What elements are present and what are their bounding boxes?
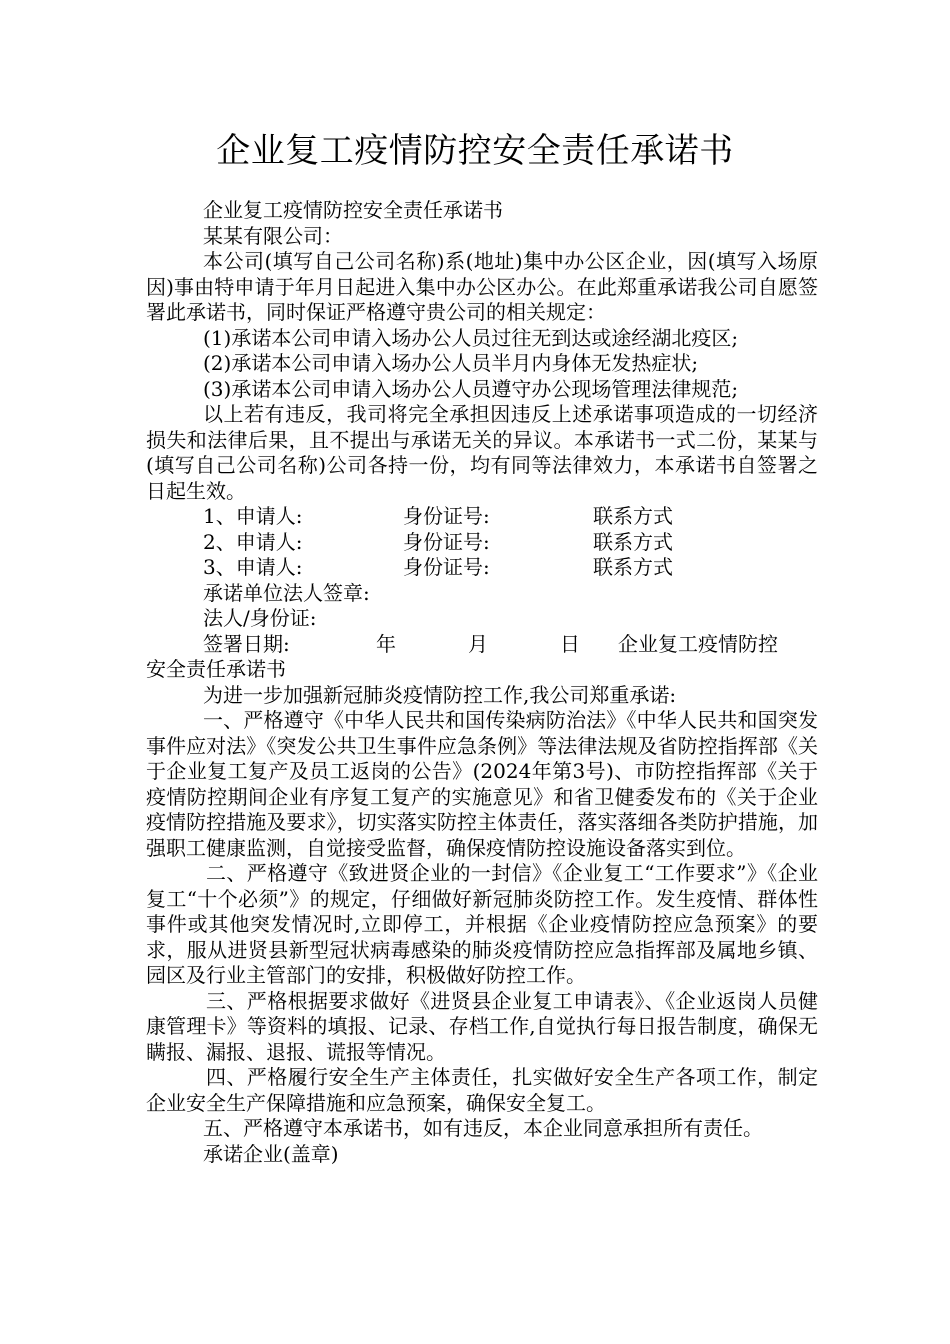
commitment-item-3: (3)承诺本公司申请入场办公人员遵守办公现场管理法律规范; <box>203 376 739 401</box>
applicant-name-label: 3、申请人: <box>203 555 303 579</box>
applicant-contact-label: 联系方式 <box>593 504 673 528</box>
applicant-contact-label: 联系方式 <box>593 555 673 579</box>
applicant-contact-label: 联系方式 <box>593 529 673 554</box>
applicant-name-label: 2、申请人: <box>203 529 303 554</box>
clause-3: 三、严格根据要求做好《进贤县企业复工申请表》、《企业返岗人员健康管理卡》等资料的填报、记录、存档工作,自觉执行每日报告制度，确保无瞒报、漏报、退报、谎报等情况。 <box>146 988 818 1064</box>
document-body <box>146 198 818 1167</box>
legal-rep-id-label: 法人/身份证: <box>203 606 317 630</box>
applicant-row <box>146 530 818 556</box>
date-day-label: 日 <box>560 631 580 656</box>
signing-date-label: 签署日期: <box>203 631 290 656</box>
applicant-name-label: 1、申请人: <box>203 504 303 528</box>
applicant-id-label: 身份证号: <box>403 555 490 579</box>
paragraph-commitment-lead: 为进一步加强新冠肺炎疫情防控工作,我公司郑重承诺: <box>203 682 677 707</box>
company-seal-label: 承诺企业(盖章) <box>203 1141 339 1166</box>
document-title: 企业复工疫情防控安全责任承诺书 <box>216 131 734 171</box>
applicant-row <box>146 504 818 530</box>
date-year-label: 年 <box>376 631 396 656</box>
signing-date-row <box>146 632 818 658</box>
date-month-label: 月 <box>468 631 488 656</box>
clause-1: 一、严格遵守《中华人民共和国传染病防治法》《中华人民共和国突发事件应对法》《突发公共卫生事件应急条例》等法律法规及省防控指挥部《关于企业复工复产及员工返岗的公告》(2024年第3号)、市防控指挥部《关于疫情防控期间企业有序复工复产的实施意见》和省卫健委发布的《关于企业疫情防控措施及要求》，切实落实防控主体责任，落实落细各类防护措施，加强职工健康监测，自觉接受监督，确保疫情防控设施设备落实到位。 <box>146 708 818 860</box>
paragraph-intro: 本公司(填写自己公司名称)系(地址)集中办公区企业，因(填写入场原因)事由特申请于年月日起进入集中办公区办公。在此郑重承诺我公司自愿签署此承诺书，同时保证严格遵守贵公司的相关规定： <box>146 249 818 324</box>
commitment-item-2: (2)承诺本公司申请入场办公人员半月内身体无发热症状; <box>203 351 699 375</box>
commitment-item-1: (1)承诺本公司申请入场办公人员过往无到达或途经湖北疫区; <box>203 325 739 350</box>
applicant-id-label: 身份证号: <box>403 529 490 554</box>
paragraph-liability: 以上若有违反，我司将完全承担因违反上述承诺事项造成的一切经济损失和法律后果，且不提出与承诺无关的异议。本承诺书一式二份，某某与(填写自己公司名称)公司各持一份，均有同等法律效力，本承诺书自签署之日起生效。 <box>146 402 818 503</box>
second-heading-end: 安全责任承诺书 <box>146 657 286 681</box>
applicant-row <box>146 555 818 581</box>
section-heading: 企业复工疫情防控安全责任承诺书 <box>203 198 503 222</box>
clause-4: 四、严格履行安全生产主体责任，扎实做好安全生产各项工作，制定企业安全生产保障措施和应急预案，确保安全复工。 <box>146 1065 818 1115</box>
addressee: 某某有限公司： <box>203 223 343 248</box>
legal-rep-seal-label: 承诺单位法人签章: <box>203 580 370 605</box>
applicant-id-label: 身份证号: <box>403 504 490 528</box>
second-heading-start: 企业复工疫情防控 <box>618 631 778 656</box>
clause-5: 五、严格遵守本承诺书，如有违反，本企业同意承担所有责任。 <box>203 1116 763 1140</box>
clause-2: 二、严格遵守《致进贤企业的一封信》《企业复工“工作要求”》《企业复工“十个必须”》的规定，仔细做好新冠肺炎防控工作。发生疫情、群体性事件或其他突发情况时,立即停工，并根据《企业疫情防控应急预案》的要求，服从进贤县新型冠状病毒感染的肺炎疫情防控应急指挥部及属地乡镇、园区及行业主管部门的安排，积极做好防控工作。 <box>146 861 818 987</box>
